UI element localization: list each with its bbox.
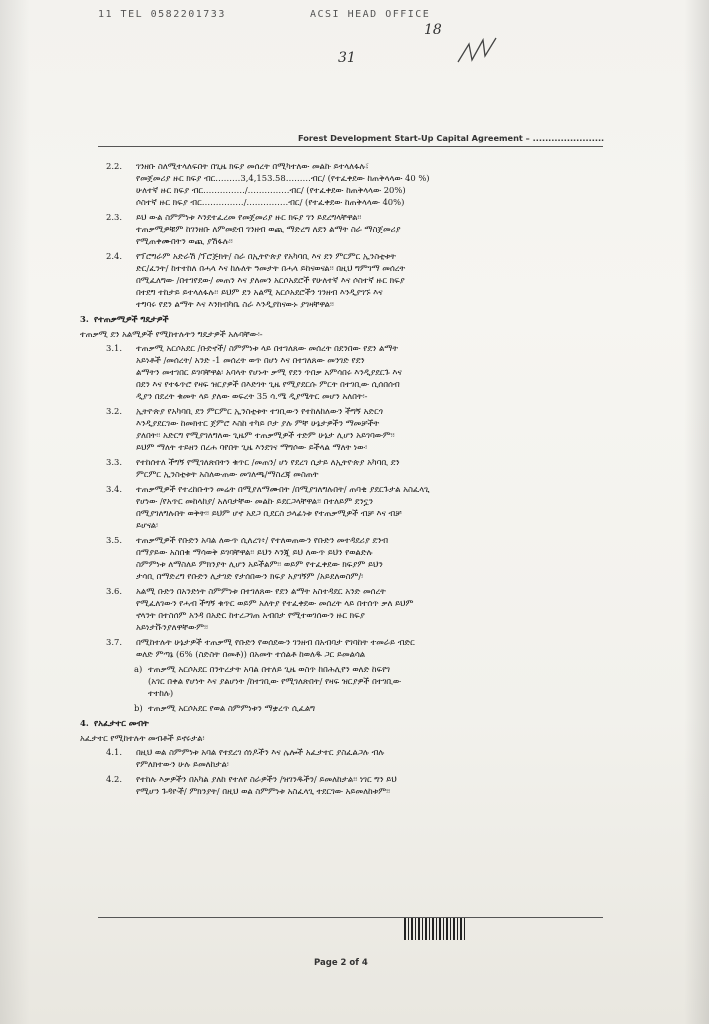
- clause-line: ይሆናል፡: [136, 520, 159, 530]
- clause-2-3: [80, 211, 605, 247]
- clause-line: ሁለተኛ ዙር ክፍያ ብር……………/……………ብር/ (የተፈቀደው ከጠቅላላው 20%): [136, 185, 406, 195]
- clause-number: 3.3.: [106, 457, 122, 467]
- header-rule: [98, 146, 603, 147]
- clause-number: 2.2.: [106, 161, 122, 171]
- clause-number: 2.3.: [106, 212, 122, 222]
- scan-shadow-right: [684, 0, 709, 1024]
- handwritten-mid-number: 31: [338, 50, 356, 66]
- clause-line: የሚሆን ጉዳዮች/ ምክንያት/ በዚህ ወል ስምምነቱ አስፈላጊ ተደርገው አይመለከቱም፡፡: [136, 786, 391, 796]
- page-header-title: Forest Development Start-Up Capital Agreement – .......................: [298, 133, 605, 143]
- clause-3-5: [80, 534, 605, 582]
- clause-line: ተጠቃሚ አርሶአደር በንትረታት አባል በተለይ ጊዜ ወስጥ ከበሕሊየን ወለድ ከፍየገ: [148, 664, 391, 674]
- clause-line: ልማትን መተገበር ይገባቸዋል፡ አባላት የሆኑት ቃሚ የደን ጥበቃ አምሳበሩ እንዲያደርጉ እና: [136, 367, 402, 377]
- clause-line: በዚህ ወል ስምምነቱ አባል የተደረገ ሰነዶችን እና ሌሎች አፈታተር ያስፈልጋሉ ብሉ: [136, 747, 385, 757]
- clause-line: የተከሰተለ ችግኝ የሚገለጽበትን ቁጥር /መጠን/ ሆነ የደረገ ሲታይ ለኢትዮጵያ አካባቢ ደን: [136, 457, 400, 467]
- clause-2-2: [80, 160, 605, 208]
- clause-line: ምርምር ኢንስቲቱት አስለውጠው መገለጫ/ማስረጃ መስጠት: [136, 469, 319, 479]
- clause-3-4: [80, 483, 605, 531]
- clause-3-7: [80, 636, 605, 660]
- clause-line: የምለክተውን ሁሉ ይመለከታል፡: [136, 759, 229, 769]
- section-number: 4.: [80, 718, 89, 728]
- page-number: Page 2 of 4: [314, 958, 368, 968]
- clause-line: ይህ ውል ስምምነቱ እንደተፈረመ የመጀመሪያ ዙር ክፍያ ገን ይደረግላቸዋል፡፡: [136, 212, 362, 222]
- clause-3-1: [80, 342, 605, 402]
- section-4-intro: አፈታተር የሚከተሉት መብቶች ይኖሩታል፡: [80, 733, 205, 743]
- clause-line: ድር/ፈንት/ ከተተከለ በሓላ እና ከሉለት ዓመታት በሓላ ይከናወናል፡፡ በዚህ ግምገማ መሰረት: [136, 263, 406, 273]
- clause-line: በሚከተሉት ሁኔታዎች ተጠቃሚ የቡድን የወሰደውን ገንዘብ በአብባታ የገባከት ተመራይ ብድር: [136, 637, 415, 647]
- clause-4-1: [80, 746, 605, 770]
- section-3-intro: ተጠቃሚ ደን አልሚዎች የሚከተሉትን ግዴታዎች አሉባቸው፡-: [80, 329, 263, 339]
- clause-line: ተጠቃሚዎች የተረከቡትን መሬት በሚያለማሙበት /በሚያገለግሉበት/ ጠባቂ ያደርጉታል አስፈላጊ: [136, 484, 430, 494]
- clause-line: ተጠቃሚዎች የቡድን አባል ለውጥ ሲለረገ፥/ የተለወጠውን የቡድን መተዳደሪያ ደንብ: [136, 535, 389, 545]
- clause-line: አይነቶች /መሰረት/ አንድ -1 መሰረት ወጥ በሆነ እና በተገለጸው መንገድ የደን: [136, 355, 365, 365]
- clause-line: ሶስተኛ ዙር ክፍያ ብር……………/……………ብር/ (የተፈቀደው ከጠቅላላው 40%): [136, 197, 405, 207]
- scan-shadow-left: [0, 0, 30, 1024]
- clause-line: ኖላንት በተስሰም አንዳ በአድር ከተረጋገጠ አብበታ የሚተወገሰውን ዙር ክፍያ: [136, 610, 365, 620]
- section-4-heading: [80, 717, 605, 729]
- section-title: የተጠቃሚዎች ግዴታዎች: [94, 314, 169, 324]
- clause-line: ተጠቃሚ አርሶአደር /ቡድኖች/ ስምምነቱ ላይ በተገለጸው መሰረት በደንበው የደን ልማት: [136, 343, 398, 353]
- fax-office: ACSI HEAD OFFICE: [310, 9, 431, 20]
- clause-3-7-b: [80, 702, 605, 714]
- section-number: 3.: [80, 314, 89, 324]
- footer-rule: [98, 917, 603, 918]
- clause-line: (አገር በቀል የሆነት እና ያልሆነት /ከተገቢው የሚገለጽበት/ የዛፍ ዝርያዎች በተገቢው: [148, 676, 401, 686]
- clause-line: በሚያገለግሉበት ወቅት፡፡ ይህም ሆኖ አደጋ ቢደርስ ኃላፊነቱ የተጠቃሚዎች ብቻ እና ብቻ: [136, 508, 402, 518]
- handwritten-top-number: 18: [424, 22, 442, 38]
- clause-line: በተደግ ተከታይ ይተላለፋሉ፡፡ ይህም ደን አልሚ አርሶአደሮችን ገንዘብ እንዲያገኙ እና: [136, 287, 383, 297]
- clause-line: ተጠቃሚዎቹም ከገንዘቡ ለምመደብ ገንዘብ ወጪ ማድረግ ለደን ልማት ስራ ማስጀመሪያ: [136, 224, 401, 234]
- clause-number: 3.1.: [106, 343, 122, 353]
- clause-3-2: [80, 405, 605, 453]
- clause-line: ዲያን በደረት ቁመት ላይ ያለው ወፍረት 35 ሳ.ሜ ዲያሜትር መሆን አለበት፡-: [136, 391, 368, 401]
- fax-tel: 11 TEL 0582201733: [98, 9, 226, 20]
- section-3-heading: [80, 313, 605, 325]
- clause-number: 3.4.: [106, 484, 122, 494]
- clause-3-6: [80, 585, 605, 633]
- clause-line: በሚፈለግው /በተገየደው/ መጠን እና ያለመን አርሶአደሮች የሁለተኛ እና ሶስተኛ ዙር ክፍያ: [136, 275, 405, 285]
- sub-clause-label: b): [134, 703, 143, 713]
- clause-number: 2.4.: [106, 251, 122, 261]
- clause-number: 3.2.: [106, 406, 122, 416]
- clause-3-3: [80, 456, 605, 480]
- sub-clause-label: a): [134, 664, 143, 674]
- clause-line: የተከሉ እቃዎችን በአካል ያለከ የተለየ ስራዎችን /ዝገንዱችን/ ይመለከታል፡፡ ነገር ግን ይህ: [136, 774, 397, 784]
- clause-number: 4.1.: [106, 747, 122, 757]
- clause-line: ኢትዮጵያ የአካባቢ ደን ምርምር ኢንስቲቱት ተገቢውን የተከለከለውን ችግኝ አድርጎ: [136, 406, 383, 416]
- clause-line: ተጠቃሚ አርሶአደር የወል ስምምነቱን ማቋረጥ ሲፈልግ: [148, 703, 316, 713]
- clause-line: በደን እና የተፋጥሮ የዛፍ ዝርያዎች በእድገት ጊዜ የሚያደርሱ ምርት በተገቢው ሲሰበሰብ: [136, 379, 400, 389]
- clause-line: በማያይው አስበቁ ማሳወቅ ይገባቸዋል፡፡ ይህን እንጂ ይህ ለውጥ ይህን የወልድሉ: [136, 547, 373, 557]
- clause-line: የሆነው /የአጥር መከላከያ/ አለባታቸው መልኩ ይደርጋላቸዋል፡፡ በተለይም ደንኗን: [136, 496, 374, 506]
- clause-3-7-a: [80, 663, 605, 699]
- clause-line: ስምምነቱ ለማስለይ ምክንያት ሊሆን አይችልም፡፡ ወይም የተፈቀደው ክፍያም ይህን: [136, 559, 383, 569]
- clause-line: ወለድ ምጣኔ (6% (ስድስት በመቶ)) በአመት ተሰልቶ ከወለዱ ጋር ይመልሳል: [136, 649, 366, 659]
- clause-line: ያለበት፡፡ አድርግ የሚያገለግለው ጊዜም ተጠቃሚዎች ተድም ሁኔታ ሊሆን አይገባውም፡፡: [136, 430, 395, 440]
- clause-line: ይህም ማለት ተይዘን በረሐ ባየበት ጊዜ እንደገና ማግሶው ይችላል ማለት ነው፡: [136, 442, 368, 452]
- clause-line: አይነታቩንያለዋቸውም፡፡: [136, 622, 208, 632]
- clause-4-2: [80, 773, 605, 797]
- agreement-body: [80, 160, 605, 800]
- clause-number: 4.2.: [106, 774, 122, 784]
- clause-line: ገንዘቡ ስለሚተላለፍበት በጊዜ ክፍያ መሰረት በሚካተለው መልኩ ይተላለፋሉ፣: [136, 161, 369, 171]
- clause-line: የሚፈለገውን የሓብ ችግኝ ቁጥር ወይም አለትያ የተፈቀደው መሰረት ላይ በተሰጥ ቃለ ይህም: [136, 598, 414, 608]
- section-title: የአፈታተር መብት: [94, 718, 149, 728]
- clause-line: ተተከሉ): [148, 688, 174, 698]
- clause-line: እንዲያደርገው ከመክተር ጀምሮ እስከ ተካይ ቦታ ያሉ ምቸ ሁኔታዎችን ማመቻችት: [136, 418, 380, 428]
- clause-number: 3.5.: [106, 535, 122, 545]
- clause-2-4: [80, 250, 605, 310]
- clause-line: የሚጠቀሙበትን ወጪ ያሽፋሉ፡፡: [136, 236, 233, 246]
- clause-number: 3.7.: [106, 637, 122, 647]
- clause-line: ተግባሩ የደን ልማት እና እንክብካቤ ስራ እንዲያከናውኑ ያገዛቸዋል፡፡: [136, 299, 334, 309]
- clause-line: የመጀመሪያ ዙር ክፍያ ብር………3,4,153.58………ብር/ (የተፈቀደው ከጠቅላላው 40 %): [136, 173, 430, 183]
- clause-line: ታሳቢ በማድረግ የቡድን ሊታገድ የታሰበውን ክፍያ አያገኝም /አይደለወስም/፡: [136, 571, 364, 581]
- barcode-stamp: [404, 918, 466, 940]
- clause-number: 3.6.: [106, 586, 122, 596]
- handwritten-scribble-icon: [455, 34, 500, 68]
- clause-line: የፕሮግራም አድራሽ /ፕሮጅክት/ ስራ በኢትዮጵያ የአካባቢ እና ደን ምርምር ኢንስቲቱት: [136, 251, 396, 261]
- clause-line: አልሚ ቡድን በአንድነት ስምምነቱ በተገለጸው የደን ልማት አስተዳደር አንድ መሰረት: [136, 586, 386, 596]
